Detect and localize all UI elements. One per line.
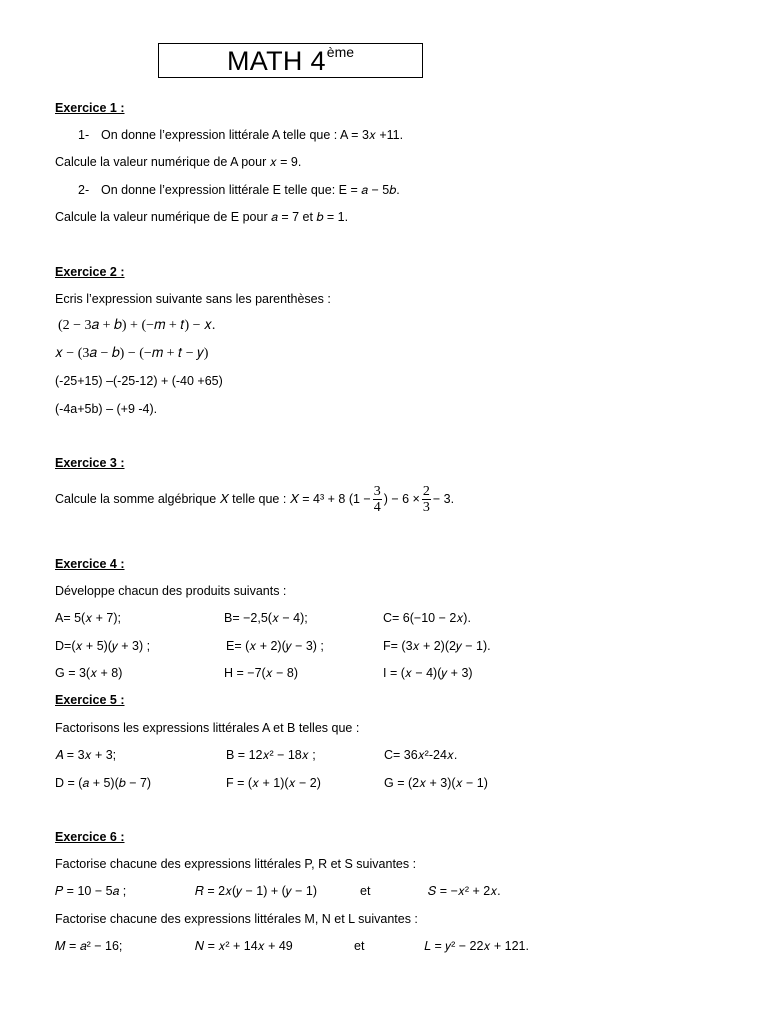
factor-expression-A: 𝐴 = 3𝑥 + 3; bbox=[55, 748, 117, 762]
expression-R: 𝑅 = 2𝑥(𝑦 − 1) + (𝑦 − 1) bbox=[195, 884, 317, 898]
exercise-1-item-2-text: On donne l’expression littérale E telle que: E = 𝑎 − 5𝑏. bbox=[101, 183, 400, 197]
fraction-three-quarters bbox=[373, 484, 382, 515]
fraction-1-denominator: 4 bbox=[373, 500, 381, 516]
product-C: C= 6(−10 − 2𝑥). bbox=[383, 611, 471, 625]
factor-expression-C: C= 36𝑥²-24𝑥. bbox=[384, 748, 458, 762]
exercise-4-heading: Exercice 4 : bbox=[55, 557, 125, 571]
exercise-5-instruction: Factorisons les expressions littérales A et B telles que : bbox=[55, 721, 360, 735]
product-D: D=(𝑥 + 5)(𝑦 + 3) ; bbox=[55, 639, 151, 653]
exercise-3-text-before: Calcule la somme algébrique 𝑋 telle que : 𝑋 = 4³ + 8 (1 − bbox=[55, 492, 371, 506]
exercise-6-instruction-1: Factorise chacune des expressions littérales P, R et S suivantes : bbox=[55, 857, 417, 871]
exercise-1-item-2-number: 2- bbox=[78, 183, 90, 197]
factor-expression-B: B = 12𝑥² − 18𝑥 ; bbox=[226, 748, 316, 762]
document-title-box bbox=[158, 43, 423, 78]
fraction-two-thirds bbox=[422, 484, 431, 515]
product-A: A= 5(𝑥 + 7); bbox=[55, 611, 122, 625]
factor-expression-F: F = (𝑥 + 1)(𝑥 − 2) bbox=[226, 776, 321, 790]
expression-P: 𝑃 = 10 − 5𝑎 ; bbox=[55, 884, 127, 898]
exercise-4-instruction: Développe chacun des produits suivants : bbox=[55, 584, 287, 598]
exercise-1-calc-1: Calcule la valeur numérique de A pour 𝑥 = 9. bbox=[55, 155, 302, 169]
fraction-2-numerator: 2 bbox=[422, 484, 430, 500]
conjunction-et-2: et bbox=[354, 939, 365, 953]
product-I: I = (𝑥 − 4)(𝑦 + 3) bbox=[383, 666, 473, 680]
exercise-1-heading: Exercice 1 : bbox=[55, 101, 125, 115]
exercise-3-heading: Exercice 3 : bbox=[55, 456, 125, 470]
document-title-superscript: ème bbox=[326, 44, 355, 60]
exercise-6-heading: Exercice 6 : bbox=[55, 830, 125, 844]
product-B: B= −2,5(𝑥 − 4); bbox=[224, 611, 308, 625]
conjunction-et-1: et bbox=[360, 884, 371, 898]
exercise-3-statement bbox=[55, 483, 454, 515]
expression-L: 𝐿 = 𝑦² − 22𝑥 + 121. bbox=[424, 939, 529, 953]
product-G: G = 3(𝑥 + 8) bbox=[55, 666, 123, 680]
product-F: F= (3𝑥 + 2)(2𝑦 − 1). bbox=[383, 639, 491, 653]
exercise-2-expression-2: 𝑥 − (3𝑎 − 𝑏) − (−𝑚 + 𝑡 − 𝑦) bbox=[55, 346, 209, 361]
expression-M: 𝑀 = 𝑎² − 16; bbox=[55, 939, 123, 953]
exercise-1-item-1-number: 1- bbox=[78, 128, 90, 142]
exercise-3-text-middle: ) − 6 × bbox=[383, 492, 420, 506]
exercise-2-instruction: Ecris l’expression suivante sans les parenthèses : bbox=[55, 292, 331, 306]
exercise-2-expression-1: (2 − 3𝑎 + 𝑏) + (−𝑚 + 𝑡) − 𝑥. bbox=[58, 318, 216, 333]
exercise-3-text-after: − 3. bbox=[432, 492, 455, 506]
exercise-2-expression-4: (-4a+5b) – (+9 -4). bbox=[55, 402, 158, 416]
expression-S: 𝑆 = −𝑥² + 2𝑥. bbox=[428, 884, 501, 898]
exercise-1-calc-2: Calcule la valeur numérique de E pour 𝑎 = 7 et 𝑏 = 1. bbox=[55, 210, 349, 224]
exercise-6-instruction-2: Factorise chacune des expressions littérales M, N et L suivantes : bbox=[55, 912, 418, 926]
fraction-2-denominator: 3 bbox=[422, 500, 430, 516]
product-H: H = −7(𝑥 − 8) bbox=[224, 666, 299, 680]
product-E: E= (𝑥 + 2)(𝑦 − 3) ; bbox=[226, 639, 324, 653]
factor-expression-G: G = (2𝑥 + 3)(𝑥 − 1) bbox=[384, 776, 488, 790]
factor-expression-D: D = (𝑎 + 5)(𝑏 − 7) bbox=[55, 776, 152, 790]
expression-N: 𝑁 = 𝑥² + 14𝑥 + 49 bbox=[195, 939, 293, 953]
document-title: MATH 4 bbox=[226, 46, 326, 76]
exercise-2-expression-3: (-25+15) –(-25-12) + (-40 +65) bbox=[55, 374, 223, 388]
exercise-5-heading: Exercice 5 : bbox=[55, 693, 125, 707]
exercise-1-item-1-text: On donne l’expression littérale A telle que : A = 3𝑥 +11. bbox=[101, 128, 404, 142]
exercise-2-heading: Exercice 2 : bbox=[55, 265, 125, 279]
fraction-1-numerator: 3 bbox=[373, 484, 381, 500]
